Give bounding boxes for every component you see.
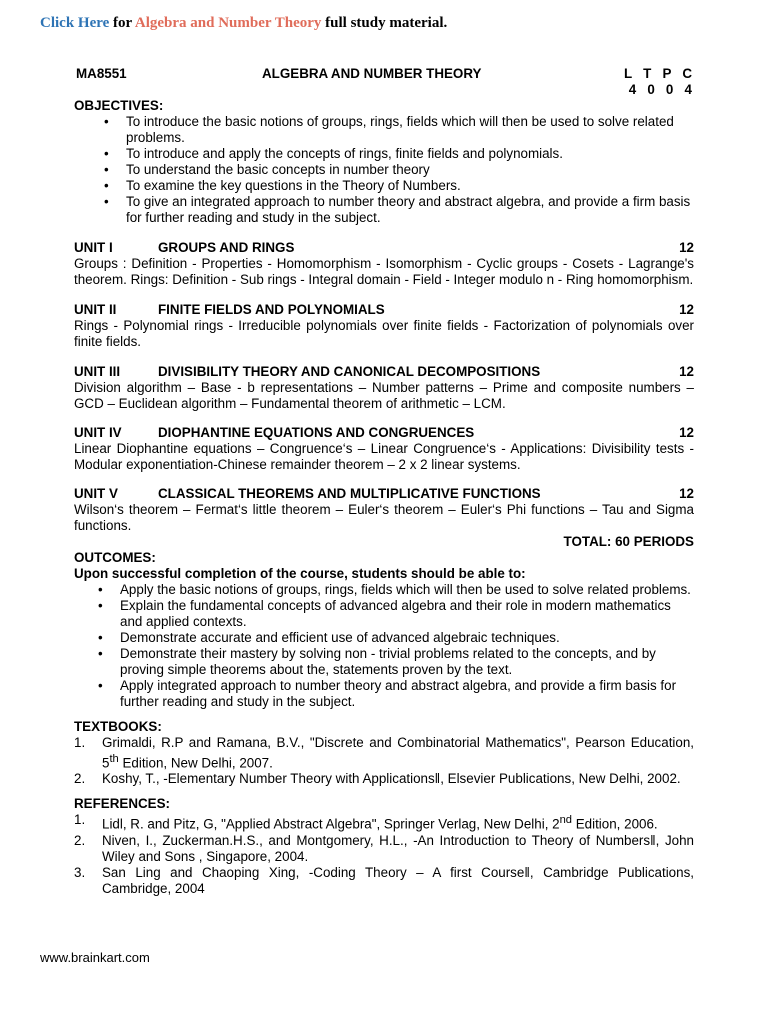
textbook-text: Koshy, T., -Elementary Number Theory with Applications‖, Elsevier Publications, New Delhi, 2002.: [102, 771, 681, 787]
unit-2-heading: [74, 302, 694, 318]
banner-tail-text: full study material.: [321, 15, 448, 31]
ltpc-block: [624, 66, 692, 98]
textbook-text: Grimaldi, R.P and Ramana, B.V., "Discrete and Combinatorial Mathematics", Pearson Education, 5: [102, 735, 694, 771]
unit-name: UNIT I: [74, 240, 113, 255]
reference-item: [74, 865, 694, 897]
course-title: ALGEBRA AND NUMBER THEORY: [262, 66, 482, 81]
textbook-text-end: Edition, New Delhi, 2007.: [118, 755, 273, 771]
objective-item: • To examine the key questions in the Theory of Numbers.: [126, 178, 694, 194]
reference-text: Niven, I., Zuckerman.H.S., and Montgomery, H.L., -An Introduction to Theory of Numbers‖, John Wiley and Sons , Singapore, 2004.: [102, 832, 694, 864]
unit-hours: 12: [679, 302, 694, 317]
unit-1-heading: [74, 240, 694, 256]
objective-item: • To introduce the basic notions of groups, rings, fields which will then be used to solve related problems.: [126, 114, 694, 146]
course-code: MA8551: [76, 66, 127, 81]
reference-text: San Ling and Chaoping Xing, -Coding Theory – A first Course‖, Cambridge Publications, Cambridge, 2004: [102, 864, 694, 896]
textbooks-title: TEXTBOOKS:: [74, 719, 162, 734]
objective-item: • To give an integrated approach to number theory and abstract algebra, and provide a firm basis for further reading and study in the subject.: [126, 194, 694, 226]
unit-title: DIOPHANTINE EQUATIONS AND CONGRUENCES: [158, 425, 475, 440]
promo-banner: [40, 15, 447, 32]
course-header: [74, 66, 694, 98]
unit-hours: 12: [679, 425, 694, 440]
unit-5-body: Wilson‘s theorem – Fermat‘s little theorem – Euler‘s theorem – Euler‘s Phi functions – Tau and Sigma functions.: [74, 502, 694, 533]
reference-text: Lidl, R. and Pitz, G, "Applied Abstract Algebra", Springer Verlag, New Delhi, 2: [102, 816, 560, 832]
unit-4-body: Linear Diophantine equations – Congruence‘s – Linear Congruence‘s - Applications: Divisibility tests - Modular exponentiation-Chinese remainder theorem – 2 x 2 linear systems.: [74, 441, 694, 472]
unit-name: UNIT III: [74, 364, 121, 379]
superscript: nd: [559, 814, 573, 827]
unit-5-heading: [74, 486, 694, 502]
syllabus-document: [74, 66, 694, 897]
unit-title: FINITE FIELDS AND POLYNOMIALS: [158, 302, 385, 317]
unit-hours: 12: [679, 364, 694, 379]
unit-2-body: Rings - Polynomial rings - Irreducible polynomials over finite fields - Factorization of polynomials over finite fields.: [74, 318, 694, 349]
ltpc-labels: L T P C: [624, 66, 692, 81]
outcomes-title: OUTCOMES:: [74, 550, 156, 565]
textbook-item: [74, 771, 694, 787]
unit-title: DIVISIBILITY THEORY AND CANONICAL DECOMPOSITIONS: [158, 364, 541, 379]
unit-4-heading: [74, 425, 694, 441]
outcome-item: • Demonstrate accurate and efficient use of advanced algebraic techniques.: [120, 630, 694, 646]
objective-item: • To introduce and apply the concepts of rings, finite fields and polynomials.: [126, 146, 694, 162]
unit-name: UNIT IV: [74, 425, 122, 440]
subject-link[interactable]: Algebra and Number Theory: [134, 15, 322, 31]
objectives-list: [74, 114, 694, 226]
textbooks-list: [74, 735, 694, 787]
unit-title: CLASSICAL THEOREMS AND MULTIPLICATIVE FUNCTIONS: [158, 486, 541, 501]
unit-3-heading: [74, 364, 694, 380]
references-title: REFERENCES:: [74, 796, 170, 812]
unit-hours: 12: [679, 486, 694, 501]
superscript: th: [109, 753, 119, 765]
outcomes-list: [74, 582, 694, 710]
footer-url[interactable]: www.brainkart.com: [40, 950, 150, 965]
objective-item: • To understand the basic concepts in number theory: [126, 162, 694, 178]
unit-name: UNIT V: [74, 486, 118, 501]
unit-name: UNIT II: [74, 302, 117, 317]
item-number: 1.: [74, 812, 86, 828]
unit-1-body: Groups : Definition - Properties - Homomorphism - Isomorphism - Cyclic groups - Cosets - Lagrange's theorem. Rings: Definition - Sub rings - Integral domain - Field - Integer modulo n - Ring homomorphism.: [74, 256, 694, 287]
ltpc-values: 4 0 0 4: [628, 82, 692, 97]
banner-for-text: for: [109, 15, 135, 31]
unit-3-body: Division algorithm – Base - b representations – Number patterns – Prime and composite numbers – GCD – Euclidean algorithm – Fundamental theorem of arithmetic – LCM.: [74, 380, 694, 411]
outcome-item: • Demonstrate their mastery by solving non - trivial problems related to the concepts, and by proving simple theorems about the, statements proven by the text.: [120, 646, 694, 678]
outcome-item: • Apply integrated approach to number theory and abstract algebra, and provide a firm basis for further reading and study in the subject.: [120, 678, 694, 710]
outcomes-intro: Upon successful completion of the course, students should be able to:: [74, 566, 526, 581]
item-number: 2.: [74, 771, 86, 787]
item-number: 3.: [74, 864, 86, 880]
objectives-title: OBJECTIVES:: [74, 98, 164, 113]
reference-text-end: Edition, 2006.: [572, 816, 658, 832]
item-number: 1.: [74, 735, 86, 750]
click-here-link[interactable]: Click Here: [40, 15, 110, 31]
reference-item: [74, 833, 694, 865]
unit-title: GROUPS AND RINGS: [158, 240, 295, 255]
unit-hours: 12: [679, 240, 694, 255]
item-number: 2.: [74, 832, 86, 848]
outcome-item: • Apply the basic notions of groups, rings, fields which will then be used to solve related problems.: [120, 582, 694, 598]
total-periods: TOTAL: 60 PERIODS: [563, 534, 694, 549]
textbook-item: [74, 735, 694, 771]
outcome-item: • Explain the fundamental concepts of advanced algebra and their role in modern mathematics and applied contexts.: [120, 598, 694, 630]
references-list: [74, 812, 694, 896]
reference-item: [74, 812, 694, 832]
